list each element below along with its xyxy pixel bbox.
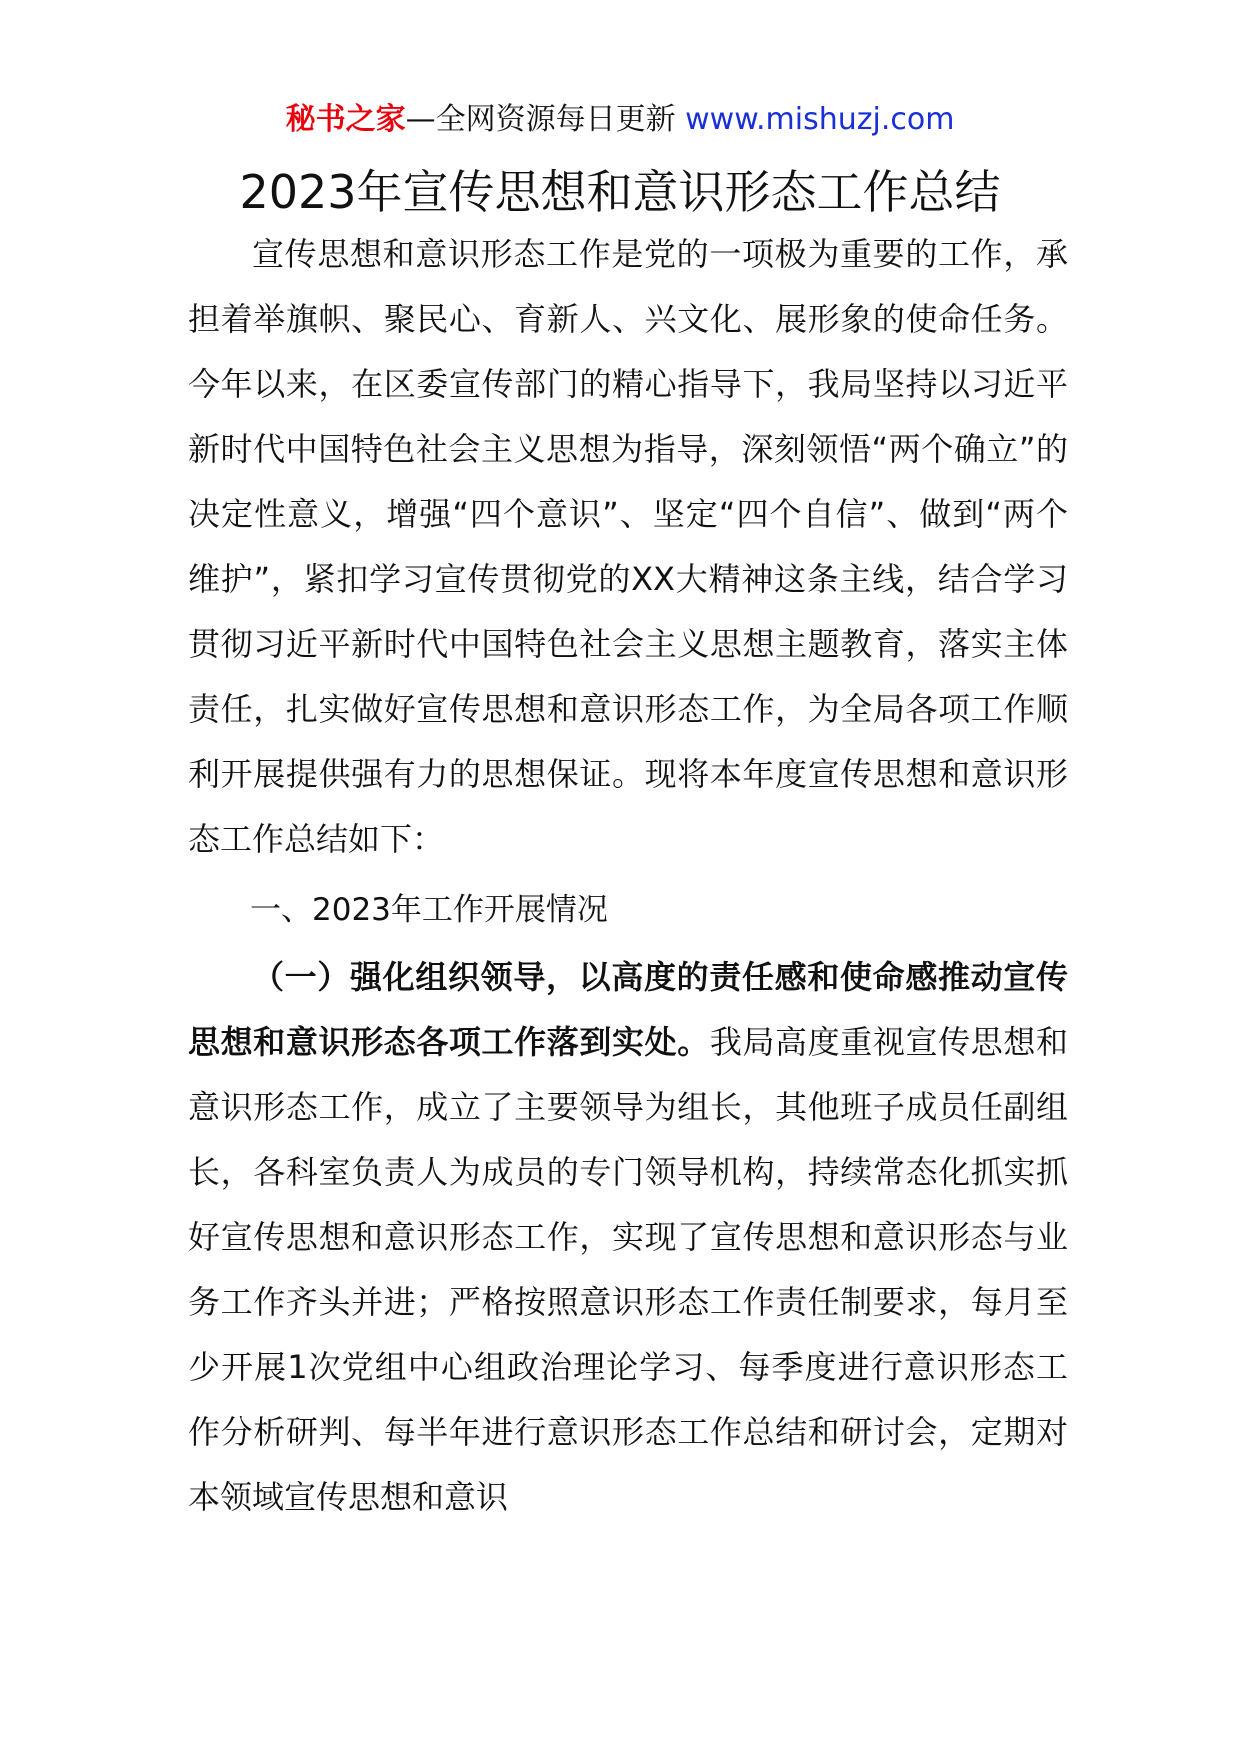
section-heading: 一、2023年工作开展情况 bbox=[250, 892, 608, 928]
section-body: 我局高度重视宣传思想和意识形态工作，成立了主要领导为组长，其他班子成员任副组长，各科室负责人为成员的专门领导机构，持续常态化抓实抓好宣传思想和意识形态工作，实现了宣传思想和意识形态与业务工作齐头并进；严格按照意识形态工作责任制要求，每月至少开展1次党组中心组政治理论学习、每季度进行意识形态工作分析研判、每半年进行意识形态工作总结和研讨会，定期对本领域宣传思想和意识 bbox=[188, 1023, 1068, 1516]
brand-name: 秘书之家 bbox=[285, 102, 406, 137]
section-lead: （一）强化组织领导，以高度的责任感和使命感推动宣传思想和意识形态各项工作落到实处。 bbox=[188, 958, 1068, 1061]
site-url: www.mishuzj.com bbox=[685, 102, 955, 137]
document-title: 2023年宣传思想和意识形态工作总结 bbox=[239, 165, 1001, 219]
watermark-banner bbox=[0, 100, 1240, 140]
section-paragraph bbox=[188, 945, 1068, 1530]
document-body bbox=[188, 222, 1068, 1530]
intro-paragraph: 宣传思想和意识形态工作是党的一项极为重要的工作，承担着举旗帜、聚民心、育新人、兴文化、展形象的使命任务。今年以来，在区委宣传部门的精心指导下，我局坚持以习近平新时代中国特色社会主义思想为指导，深刻领悟“两个确立”的决定性意义，增强“四个意识”、坚定“四个自信”、做到“两个维护”，紧扣学习宣传贯彻党的XX大精神这条主线，结合学习贯彻习近平新时代中国特色社会主义思想主题教育，落实主体责任，扎实做好宣传思想和意识形态工作，为全局各项工作顺利开展提供强有力的思想保证。现将本年度宣传思想和意识形态工作总结如下： bbox=[188, 235, 1068, 858]
brand-slogan: —全网资源每日更新 bbox=[405, 102, 676, 137]
